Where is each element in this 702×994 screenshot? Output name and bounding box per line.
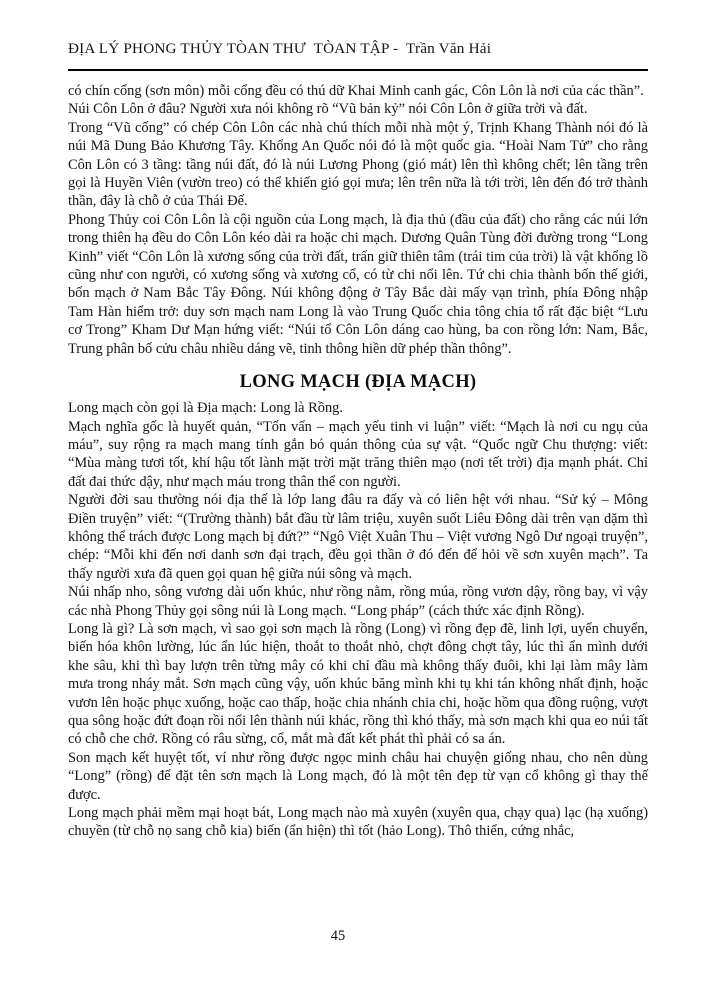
section-heading: LONG MẠCH (ĐỊA MẠCH) xyxy=(239,372,477,393)
running-header: ĐỊA LÝ PHONG THỦY TÒAN THƯ TÒAN TẬP - Trần Văn Hải xyxy=(68,40,492,57)
paragraph: có chín cổng (sơn môn) mỗi cổng đều có thú dữ Khai Minh canh gác, Côn Lôn là nơi của các thần”. xyxy=(68,83,644,99)
paragraph: Trong “Vũ cống” có chép Côn Lôn các nhà chú thích mỗi nhà một ý, Trịnh Khang Thành nói đó là núi Mã Dung Bảo Khương Tây. Khổng An Quốc nói đó là một quốc gia. “Hoài Nam Tử” cho rằng Côn Lôn có 3 tầng: tầng núi đất, đó là núi Lương Phong (gió mát) lên thì không chết; lên tầng trên gọi là Huyền Viên (vườn treo) có thể khiến gió gọi mưa; lên trên nữa là tới trời, lên đến đó trở thành thần, đây là chỗ ở của Thái Đế. xyxy=(68,119,648,210)
header-rule xyxy=(68,69,648,71)
paragraph: Người đời sau thường nói địa thế là lớp lang đâu ra đấy và có liên hệt với nhau. “Sử ký – Mông Điền truyện” viết: “(Trường thành) bắt đầu từ lâm triệu, xuyên suốt Liêu Đông dài trên vạn dặm thì không thể trách được Long mạch bị đứt?” “Ngô Việt Xuân Thu – Việt vương Ngô Dư ngoại truyện”, chép: “Mỗi khi đến nơi danh sơn đại trạch, đều gọi thần ở đó đến để hỏi về sơn xuyên mạch”. Ta thấy người xưa đã quen gọi quan hệ giữa núi sông và mạch. xyxy=(68,492,648,582)
paragraph: Núi nhấp nho, sông vương dài uốn khúc, như rồng nằm, rồng múa, rồng vươn dậy, rồng bay, vì vậy các nhà Phong Thủy gọi sông núi là Long mạch. “Long pháp” (cách thức xác định Rồng). xyxy=(68,584,648,619)
paragraph: Long mạch phải mềm mại hoạt bát, Long mạch nào mà xuyên (xuyên qua, chạy qua) lạc (hạ xuống) chuyền (từ chỗ nọ sang chỗ kia) biến (ẩn hiện) thì tốt (hảo Long). Thô thiển, cứng nhắc, xyxy=(68,805,648,840)
page-body xyxy=(68,82,648,841)
paragraph: Mạch nghĩa gốc là huyết quản, “Tốn vấn – mạch yếu tinh vi luận” viết: “Mạch là nơi cu ngụ của máu”, suy rộng ra mạch mang tính gắn bó quán thông của sự vật. “Quốc ngữ Chu thượng: viết: “Mùa màng tươi tốt, khí hậu tốt lành mặt trời mặt trăng thiên mạo (nơi tết trời) địa mạnh phát. Chỉ đất đai thức dậy, như mạch máu trong thân thể con người. xyxy=(68,418,648,490)
page-number: 45 xyxy=(330,928,346,944)
paragraph: Long mạch còn gọi là Địa mạch: Long là Rồng. xyxy=(68,400,343,417)
paragraph: Long là gì? Là sơn mạch, vì sao gọi sơn mạch là rồng (Long) vì rồng đẹp đẽ, linh lợi, uyển chuyển, biến hóa khôn lường, lúc ẩn lúc hiện, thoắt to thoắt nhỏ, chợt đông chợt tây, lúc thì ẩn mình dưới khe sâu, khi thì bay lượn trên từng mây có khi chỉ đầu mà không thấy đuôi, khi lại làm mây làm mưa trong nháy mắt. Sơn mạch cũng vậy, uốn khúc băng mình khi tụ khi tán không nhất định, hoặc vươn lên hoặc phục xuống, hoặc cao thấp, hoặc chia nhánh chia chi, hoặc hồm qua đồng ruộng, vượt qua sông hoặc đứt đoạn rồi nổi lên thành núi khác, rồng thì khó thấy, mà sơn mạch khi qua eo núi tất có chỗ che chở. Rồng có râu sừng, cổ, mắt mà đất kết phát thì phải có sa án. xyxy=(68,620,648,748)
paragraph: Núi Côn Lôn ở đâu? Người xưa nói không rõ “Vũ bản kỷ” nói Côn Lôn ở giữa trời và đất. xyxy=(68,101,588,118)
paragraph: Phong Thủy coi Côn Lôn là cội nguồn của Long mạch, là địa thủ (đầu của đất) cho rằng các núi lớn trong thiên hạ đều do Côn Lôn kéo dài ra hoặc chi mạch. Dương Quân Tùng đời đường trong “Long Kinh” viết “Côn Lôn là xương sống của trời đất, trấn giữ thiên tâm (trái tim của trời) là vật khổng lồ cũng như con người, có xương sống và xương cổ, có từ chi nổi lên. Tứ chi chia thành bốn thế giới, bốn mạch ở Nam Bắc Tây Đông. Núi không động ở Tây Bắc dài mấy vạn trình, phía Đông nhập Tam Hàn hiểm trở: duy sơn mạch nam Long là vào Trung Quốc chia tông chia tổ rất đặc biệt “Lưu cơ Trong” Kham Dư Mạn hứng viết: “Núi tổ Côn Lôn dáng cao hùng, ba con rồng lớn: Nam, Bắc, Trung phân bố cửu châu nhiều dáng vẽ, tinh thông hiền dữ phép thần thông”. xyxy=(68,211,648,357)
paragraph: Son mạch kết huyệt tốt, ví như rồng được ngọc minh châu hai chuyện giống nhau, cho nên dùng “Long” (rồng) để đặt tên sơn mạch là Long mạch, đó là một tên đẹp từ vạn cổ không gì thay thế được. xyxy=(68,749,648,803)
